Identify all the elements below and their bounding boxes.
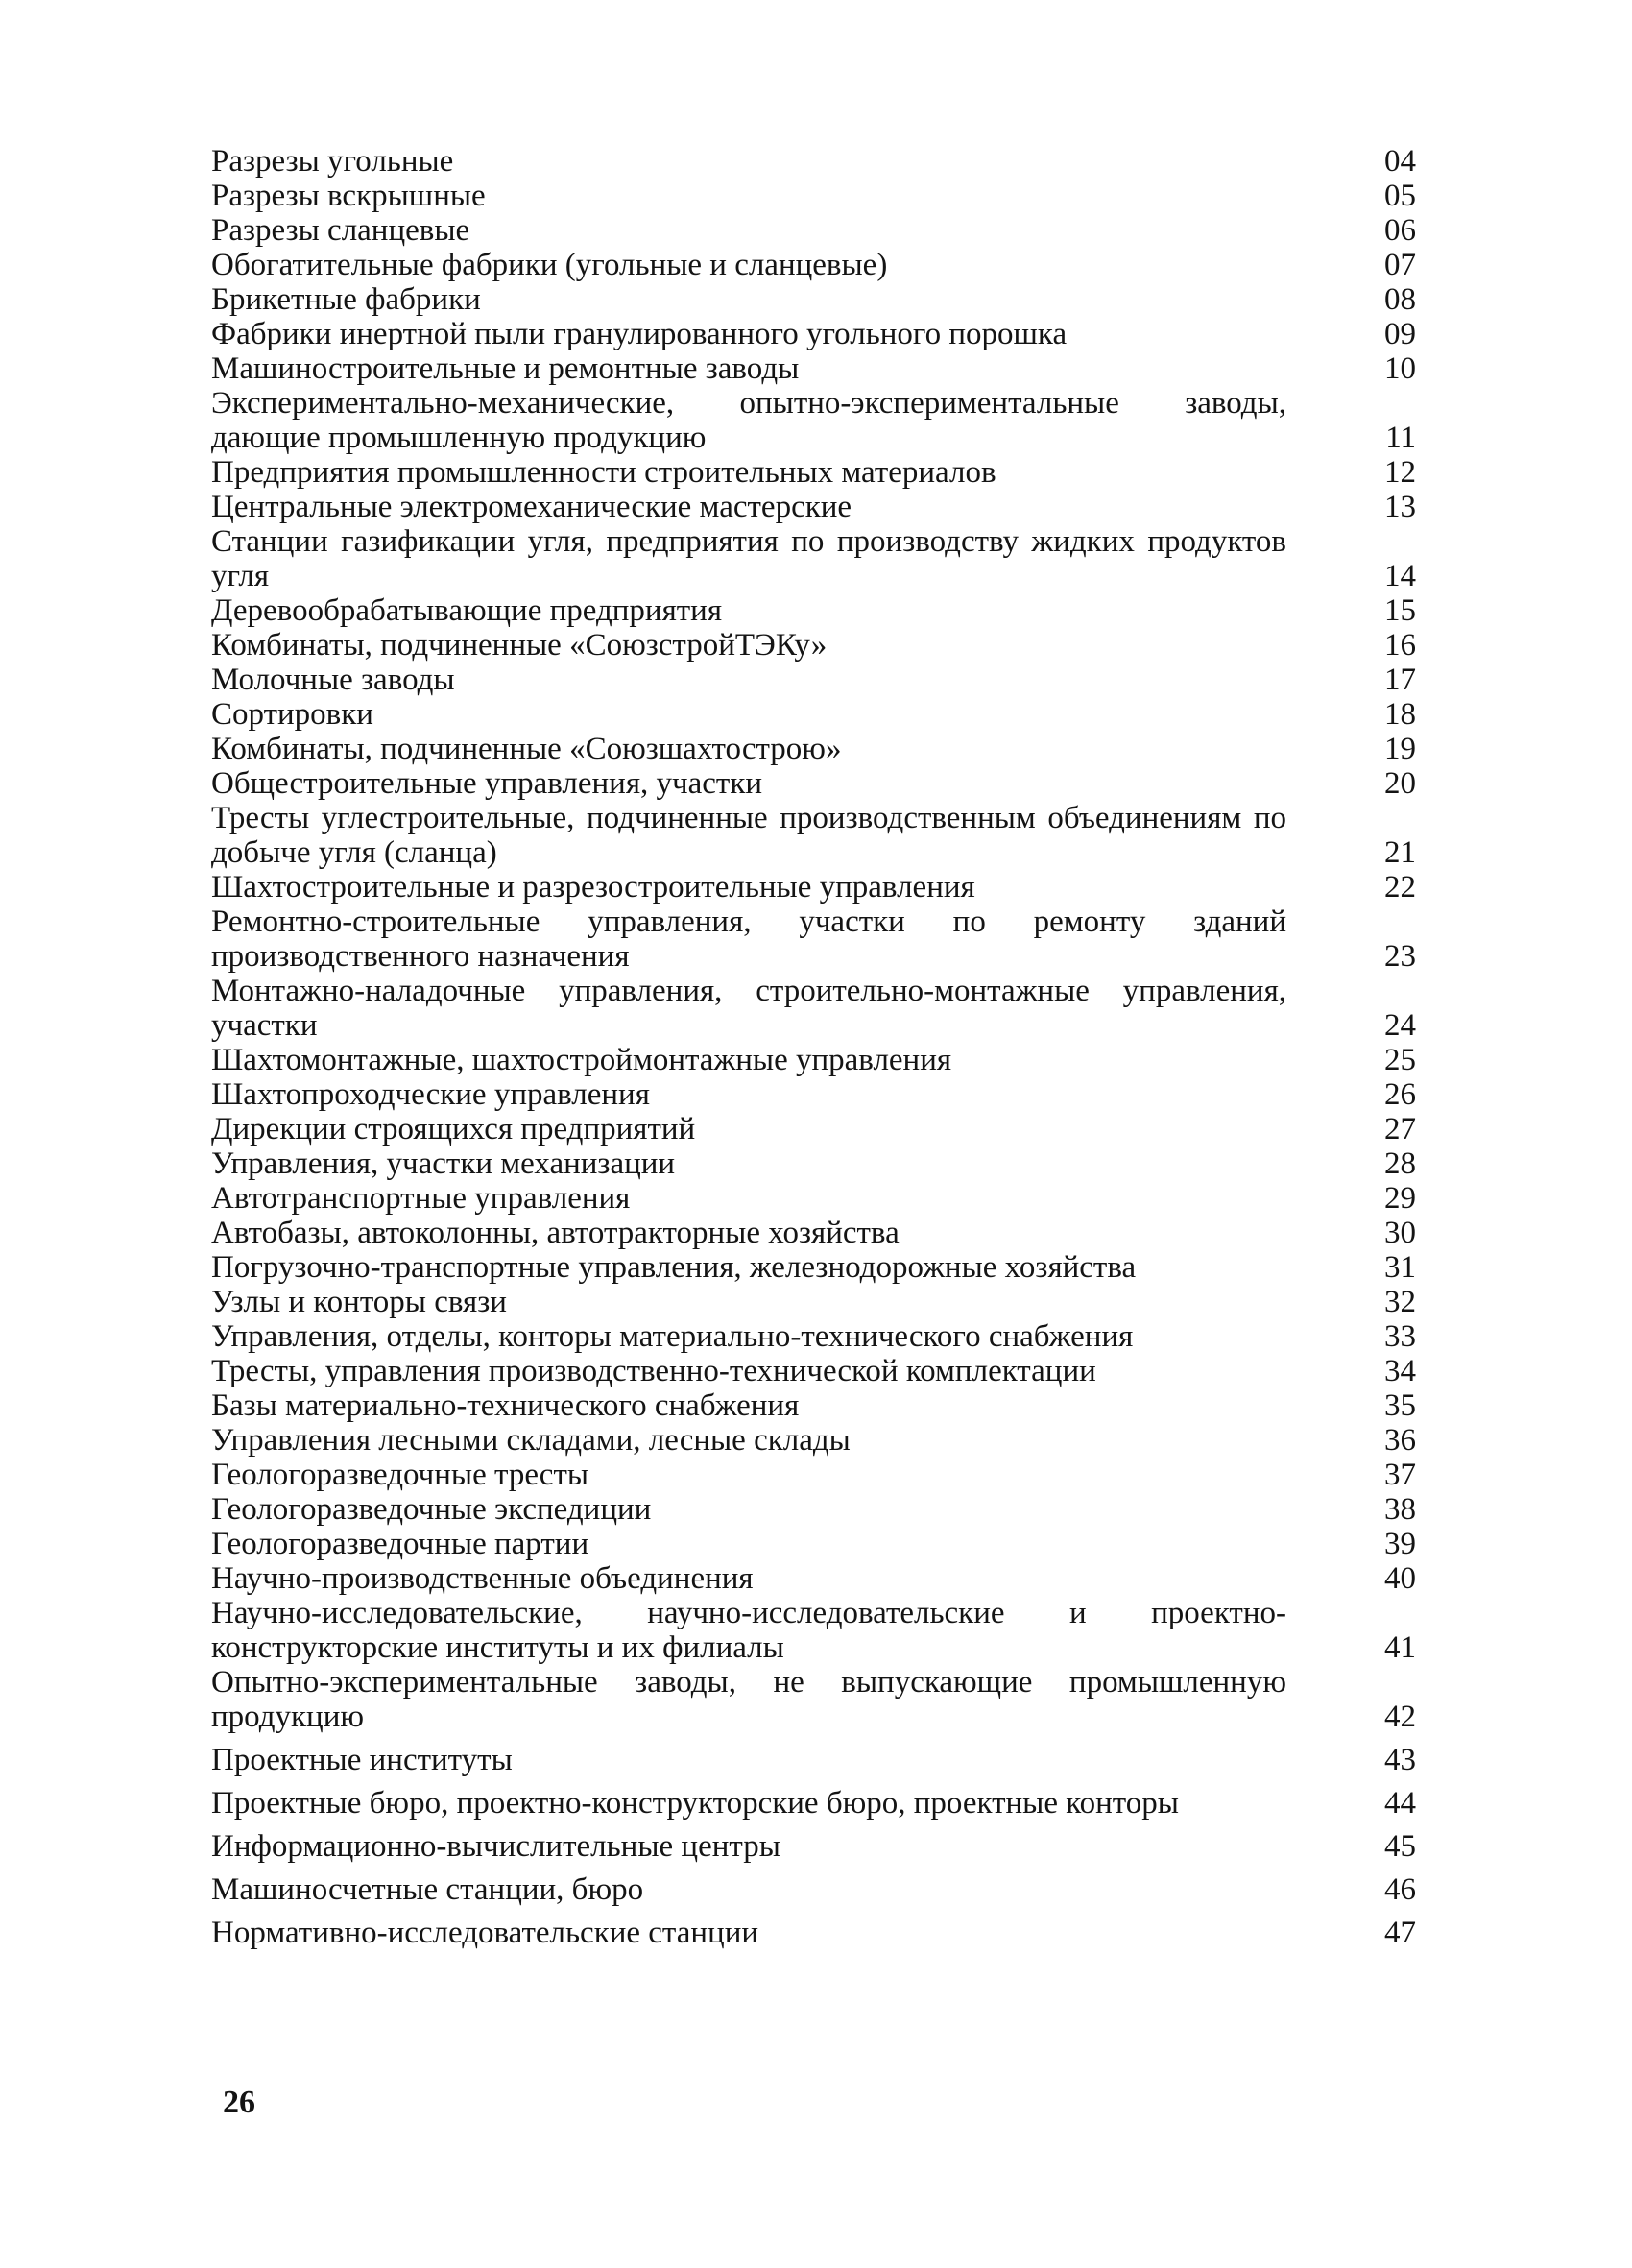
entry-title: Общестроительные управления, участки [211,766,763,801]
entry-title: Автотранспортные управления [211,1181,631,1216]
list-item [211,1458,1416,1492]
list-item [211,455,1416,490]
list-item [211,1146,1416,1181]
entry-code: 04 [1384,144,1416,179]
list-item [211,1112,1416,1146]
list-item [211,1319,1416,1354]
entry-title: Нормативно-исследовательские станции [211,1916,759,1950]
list-item [211,317,1416,351]
list-item [211,905,1416,974]
entry-code: 17 [1384,663,1416,697]
entry-title: Научно-производственные объединения [211,1561,754,1596]
entry-title: Обогатительные фабрики (угольные и сланцевые) [211,248,888,282]
entry-title: Дирекции строящихся предприятий [211,1112,696,1146]
entry-title: Шахтопроходческие управления [211,1077,650,1112]
entry-title: Разрезы сланцевые [211,213,470,248]
list-item [211,628,1416,663]
list-item [211,1743,1416,1777]
entry-code: 45 [1384,1829,1416,1864]
list-item [211,1872,1416,1907]
list-item [211,1181,1416,1216]
list-item [211,248,1416,282]
list-item [211,1492,1416,1527]
entry-code: 31 [1384,1250,1416,1285]
entry-code: 05 [1384,179,1416,213]
entry-code: 33 [1384,1319,1416,1354]
list-item [211,144,1416,179]
list-item [211,974,1416,1043]
entry-title: Геологоразведочные партии [211,1527,589,1561]
entry-code: 27 [1384,1112,1416,1146]
entry-code: 19 [1384,732,1416,766]
entry-title: Фабрики инертной пыли гранулированного угольного порошка [211,317,1068,351]
entry-title: Геологоразведочные экспедиции [211,1492,652,1527]
list-item [211,1561,1416,1596]
entry-title: Машиносчетные станции, бюро [211,1872,644,1907]
entry-code: 09 [1384,317,1416,351]
entry-code: 42 [1384,1700,1416,1734]
entry-title: Опытно-экспериментальные заводы, не выпускающие промышленную продукцию [211,1665,1286,1734]
entry-code: 20 [1384,766,1416,801]
list-item [211,801,1416,870]
entry-title: Центральные электромеханические мастерские [211,490,852,524]
organization-code-list [211,144,1416,1950]
entry-code: 12 [1384,455,1416,490]
list-item [211,1216,1416,1250]
entry-code: 46 [1384,1872,1416,1907]
entry-code: 26 [1384,1077,1416,1112]
entry-title: Сортировки [211,697,373,732]
entry-code: 34 [1384,1354,1416,1388]
entry-code: 14 [1384,559,1416,593]
entry-title: Станции газификации угля, предприятия по производству жидких продуктов угля [211,524,1286,593]
entry-code: 15 [1384,593,1416,628]
list-item [211,1077,1416,1112]
entry-code: 21 [1384,835,1416,870]
entry-code: 37 [1384,1458,1416,1492]
entry-title: Тресты, управления производственно-технической комплектации [211,1354,1096,1388]
entry-code: 25 [1384,1043,1416,1077]
entry-title: Тресты углестроительные, подчиненные производственным объединениям по добыче угля (сланца) [211,801,1286,870]
entry-title: Молочные заводы [211,663,455,697]
list-item [211,697,1416,732]
list-item [211,732,1416,766]
entry-title: Машиностроительные и ремонтные заводы [211,351,800,386]
entry-title: Деревообрабатывающие предприятия [211,593,723,628]
entry-code: 16 [1384,628,1416,663]
entry-code: 18 [1384,697,1416,732]
entry-code: 11 [1385,421,1416,455]
entry-title: Управления лесными складами, лесные склады [211,1423,851,1458]
entry-code: 44 [1384,1786,1416,1821]
list-item [211,1527,1416,1561]
list-item [211,1423,1416,1458]
list-item [211,1250,1416,1285]
entry-title: Проектные институты [211,1743,513,1777]
entry-title: Базы материально-технического снабжения [211,1388,800,1423]
entry-code: 06 [1384,213,1416,248]
entry-code: 41 [1384,1630,1416,1665]
list-item [211,870,1416,905]
list-item [211,1916,1416,1950]
list-item [211,1829,1416,1864]
list-item [211,593,1416,628]
entry-code: 28 [1384,1146,1416,1181]
entry-code: 23 [1384,939,1416,974]
entry-title: Предприятия промышленности строительных материалов [211,455,996,490]
entry-title: Комбинаты, подчиненные «Союзшахтострою» [211,732,842,766]
list-item [211,282,1416,317]
entry-title: Погрузочно-транспортные управления, железнодорожные хозяйства [211,1250,1137,1285]
list-item [211,351,1416,386]
entry-code: 40 [1384,1561,1416,1596]
list-item [211,766,1416,801]
entry-title: Разрезы угольные [211,144,454,179]
page-number: 26 [223,2085,255,2120]
entry-title: Проектные бюро, проектно-конструкторские бюро, проектные конторы [211,1786,1179,1821]
entry-title: Информационно-вычислительные центры [211,1829,780,1864]
entry-code: 32 [1384,1285,1416,1319]
list-item [211,1596,1416,1665]
entry-code: 47 [1384,1916,1416,1950]
entry-code: 36 [1384,1423,1416,1458]
list-item [211,179,1416,213]
entry-code: 07 [1384,248,1416,282]
list-item [211,1786,1416,1821]
list-item [211,1354,1416,1388]
entry-code: 35 [1384,1388,1416,1423]
entry-title: Брикетные фабрики [211,282,481,317]
entry-code: 30 [1384,1216,1416,1250]
entry-title: Узлы и конторы связи [211,1285,507,1319]
list-item [211,386,1416,455]
entry-title: Геологоразведочные тресты [211,1458,589,1492]
entry-code: 24 [1384,1008,1416,1043]
list-item [211,213,1416,248]
list-item [211,1388,1416,1423]
entry-code: 43 [1384,1743,1416,1777]
entry-code: 10 [1384,351,1416,386]
list-item [211,663,1416,697]
entry-code: 08 [1384,282,1416,317]
list-item [211,1665,1416,1734]
entry-code: 13 [1384,490,1416,524]
entry-title: Управления, участки механизации [211,1146,676,1181]
entry-title: Автобазы, автоколонны, автотракторные хозяйства [211,1216,900,1250]
entry-title: Монтажно-наладочные управления, строительно-монтажные управления, участки [211,974,1286,1043]
entry-code: 22 [1384,870,1416,905]
entry-title: Разрезы вскрышные [211,179,486,213]
entry-title: Экспериментально-механические, опытно-экспериментальные заводы, дающие промышленную продукцию [211,386,1286,455]
entry-title: Управления, отделы, конторы материально-технического снабжения [211,1319,1134,1354]
entry-title: Научно-исследовательские, научно-исследовательские и проектно-конструкторские институты и их филиалы [211,1596,1286,1665]
entry-code: 38 [1384,1492,1416,1527]
entry-code: 29 [1384,1181,1416,1216]
list-item [211,1285,1416,1319]
entry-code: 39 [1384,1527,1416,1561]
entry-title: Шахтомонтажные, шахтостроймонтажные управления [211,1043,952,1077]
list-item [211,524,1416,593]
list-item [211,490,1416,524]
list-item [211,1043,1416,1077]
entry-title: Ремонтно-строительные управления, участки по ремонту зданий производственного назначения [211,905,1286,974]
entry-title: Шахтостроительные и разрезостроительные управления [211,870,975,905]
entry-title: Комбинаты, подчиненные «СоюзстройТЭКу» [211,628,828,663]
